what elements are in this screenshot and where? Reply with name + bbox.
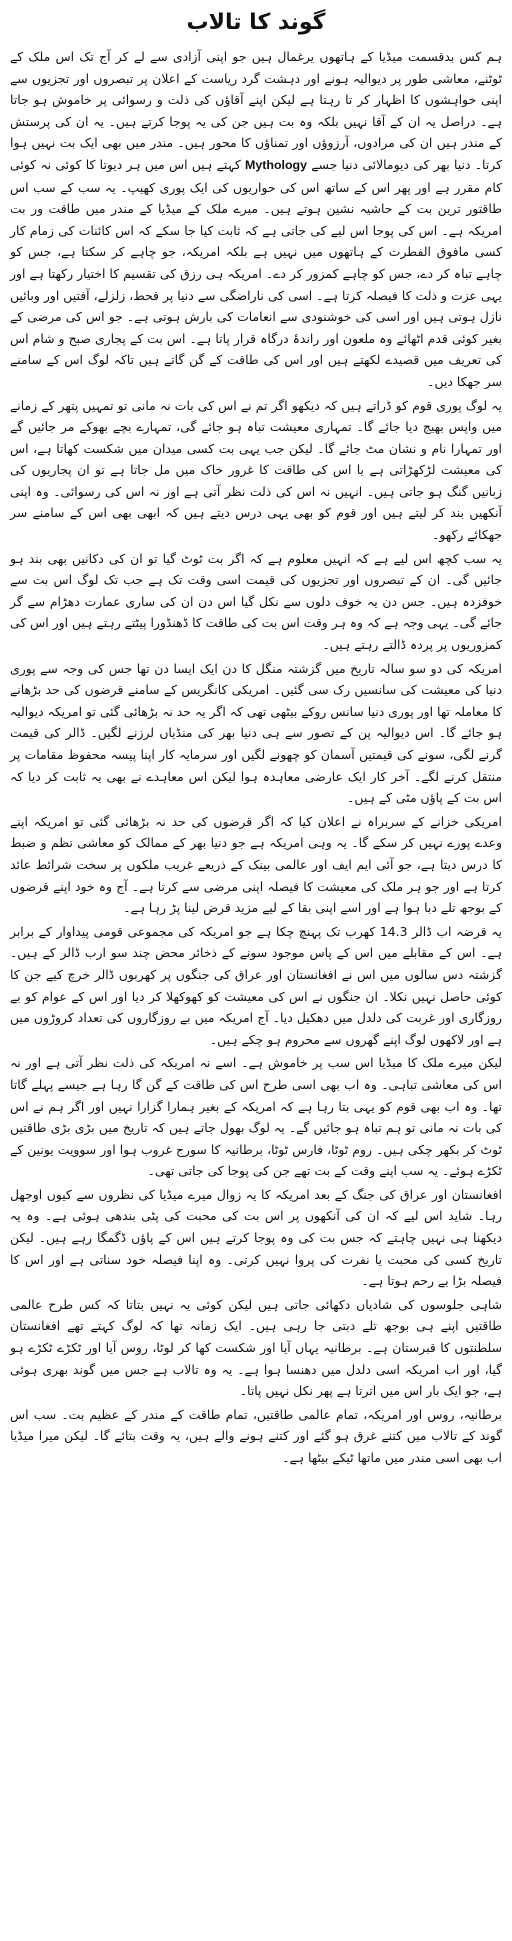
- article-title: گوند کا تالاب: [186, 10, 326, 35]
- article-paragraph-9: شاہی جلوسوں کی شادیاں دکھائی جاتی ہیں لیکن کوئی یہ نہیں بتاتا کہ کس طرح عالمی طاقتیں اپنے ہی بوجھ تلے دبتی جا رہی ہیں۔ ایک زمانہ تھا کہ لوگ کہتے تھے افغانستان سلطنتوں کا قبرستان ہے۔ برطانیہ یہاں آیا اور شکست کھا کر لوٹا، روس آیا اور ٹکڑے ٹکڑے ہو گیا، اور اب امریکہ اسی دلدل میں دھنسا ہوا ہے۔ یہ وہ تالاب ہے جس میں گوند بھری ہوئی ہے، جو ایک بار اس میں اترتا ہے پھر نکل نہیں پاتا۔: [10, 1296, 502, 1399]
- article-paragraph-4: امریکہ کی دو سو سالہ تاریخ میں گزشتہ منگل کا دن ایک ایسا دن تھا جس کی وجہ سے پوری دنیا کی معیشت کی سانسیں رک سی گئیں۔ امریکی کانگریس کے سامنے قرضوں کی حد بڑھانے کا معاملہ تھا اور پوری دنیا سانس روکے بیٹھی تھی کہ اگر یہ حد نہ بڑھائی گئی تو امریکہ دیوالیہ ہو جائے گا۔ اس دیوالیہ پن کے تصور سے ہی دنیا بھر کی منڈیاں لرزنے لگیں۔ ڈالر کی قیمت گرنے لگی، سونے کی قیمتیں آسمان کو چھونے لگیں اور سرمایہ کار اپنا پیسہ محفوظ مقامات پر منتقل کرنے لگے۔ آخر کار ایک عارضی معاہدہ ہوا لیکن اس معاہدے نے بھی یہ ثابت کر دیا کہ اس بت کے پاؤں مٹی کے ہیں۔: [10, 660, 502, 806]
- paragraph-text: ہم کس بدقسمت میڈیا کے ہاتھوں یرغمال ہیں جو اپنی آزادی سے لے کر آج تک اس ملک کے ٹوٹنے، معاشی طور پر دیوالیہ ہونے اور دہشت گرد ریاست کے اعلان پر تبصروں اور تجزیوں سے اپنی خواہشوں کا اظہار کر تا رہتا ہے لیکن اپنے آقاؤں کی ذلت و رسوائی پر خاموش ہو جاتا ہے۔ دراصل یہ ان کے آقا نہیں بلکہ وہ بت ہیں جن کی یہ پوجا کرتے ہیں۔ یہ ان کی پرستش کے مندر ہیں ان کی مرادوں، آرزوؤں اور تمناؤں کا محور ہیں۔ مندر میں بھی ایک بت نہیں ہوا کرتا۔ دنیا بھر کی دیومالائی دنیا جسے: [10, 49, 502, 172]
- article-paragraph-6: یہ قرضہ اب ڈالر 14.3 کھرب تک پہنچ چکا ہے جو امریکہ کی مجموعی قومی پیداوار کے برابر ہے۔ اس کے مقابلے میں اس کے پاس موجود سونے کے ذخائر محض چند سو ارب ڈالر کے ہیں۔ گزشتہ دس سالوں میں اس نے افغانستان اور عراق کی جنگوں پر کھربوں ڈالر خرچ کیے جن کا کوئی حاصل نہیں نکلا۔ ان جنگوں نے اس کی معیشت کو کھوکھلا کر دیا اور اس کے عوام کو بے روزگاری اور غربت کی دلدل میں دھکیل دیا۔ آج امریکہ میں بے روزگاروں کی تعداد کروڑوں میں ہے اور لاکھوں لوگ اپنے گھروں سے محروم ہو چکے ہیں۔: [10, 923, 502, 1047]
- paragraph-text: کہتے ہیں اس میں ہر دیوتا کا کوئی نہ کوئی کام مقرر ہے اور پھر اس کے ساتھ اس کی حواریوں کی ایک پوری کھیپ۔ یہ سب کے سب اس طاقتور ترین بت کے حاشیہ نشین ہوتے ہیں۔ میرے ملک کے میڈیا کے مندر میں طاقت ور بت امریکہ ہے۔ اس کی پوجا اس لیے کی جاتی ہے کہ ثابت کیا جا سکے کہ اس کائنات کی زمام کار کسی مافوق الفطرت کے ہاتھوں میں نہیں ہے بلکہ امریکہ، جو چاہے کر سکتا ہے، جس کو چاہے تباہ کر دے، جس کو چاہے کمزور کر دے۔ امریکہ ہی رزق کی تقسیم کا اختیار رکھتا ہے اور یہی عزت و ذلت کا فیصلہ کرتا ہے۔ اسی کی ناراضگی سے دنیا پر قحط، زلزلے، آفتیں اور وبائیں نازل ہوتی ہیں اور اسی کی خوشنودی سے انعامات کی بارش ہوتی ہے۔ جو اس کی مرضی کے بغیر کوئی قدم اٹھائے وہ ملعون اور راندۂ درگاہ قرار پاتا ہے۔ اس بت کے پجاری صبح و شام اس کی تعریف میں قصیدے لکھتے ہیں اور اس کی طاقت کے گن گاتے ہیں تاکہ لوگ اس کے سامنے سر جھکا دیں۔: [10, 156, 502, 389]
- article-paragraph-1: [10, 46, 502, 393]
- article-paragraph-10: برطانیہ، روس اور امریکہ، تمام عالمی طاقتیں، تمام طاقت کے مندر کے عظیم بت۔ سب اس گوند کے تالاب میں کتنے غرق ہو گئے اور کتنے ہونے والے ہیں، یہ وقت بتائے گا۔ لیکن میرا میڈیا اب بھی اسی مندر میں ماتھا ٹیکے بیٹھا ہے۔: [10, 1406, 502, 1465]
- article-paragraph-7: لیکن میرے ملک کا میڈیا اس سب پر خاموش ہے۔ اسے نہ امریکہ کی ذلت نظر آتی ہے اور نہ اس کی معاشی تباہی۔ وہ اب بھی اسی طرح اس کی طاقت کے گن گا رہا ہے جیسے پہلے گاتا تھا۔ وہ اب بھی قوم کو یہی بتا رہا ہے کہ امریکہ کے بغیر ہمارا گزارا نہیں اور اگر ہم نے اس کی بات نہ مانی تو ہم تباہ ہو جائیں گے۔ یہ لوگ بھول جاتے ہیں کہ تاریخ میں بڑی بڑی طاقتیں ٹوٹ کر بکھر چکی ہیں۔ روم ٹوٹا، فارس ٹوٹا، برطانیہ کا سورج غروب ہوا اور سوویت یونین کے ٹکڑے ہوئے۔ یہ سب اپنے وقت کے بت تھے جن کی پوجا کی جاتی تھی۔: [10, 1055, 502, 1179]
- article-paragraph-8: افغانستان اور عراق کی جنگ کے بعد امریکہ کا یہ زوال میرے میڈیا کی نظروں سے کیوں اوجھل رہا۔ شاید اس لیے کہ ان کی آنکھوں پر اس بت کی محبت کی پٹی بندھی ہوئی ہے۔ وہ یہ دیکھنا ہی نہیں چاہتے کہ جس بت کی وہ پوجا کرتے ہیں اس کے پاؤں ڈگمگا رہے ہیں۔ لیکن تاریخ کسی کی محبت یا نفرت کی پروا نہیں کرتی۔ وہ اپنا فیصلہ خود سناتی ہے اور اس کا فیصلہ بڑا بے رحم ہوتا ہے۔: [10, 1186, 502, 1289]
- inline-english-term: Mythology: [245, 157, 307, 172]
- article-paragraph-2: یہ لوگ پوری قوم کو ڈراتے ہیں کہ دیکھو اگر تم نے اس کی بات نہ مانی تو تمہیں پتھر کے زمانے میں واپس بھیج دیا جائے گا۔ تمہاری معیشت تباہ ہو جائے گی، تمہارے بچے بھوکے مر جائیں گے اور تمہارا نام و نشان مٹ جائے گا۔ لیکن جب یہی بت کسی میدان میں شکست کھاتا ہے، اس کی معیشت لڑکھڑاتی ہے یا اس کی طاقت کا غرور خاک میں مل جاتا ہے تو ان پجاریوں کی زبانیں گنگ ہو جاتی ہیں۔ انہیں نہ اس کی ذلت نظر آتی ہے اور نہ اس کی رسوائی۔ وہ اپنی آنکھیں بند کر لیتے ہیں اور قوم کو بھی یہی درس دیتے ہیں کہ ابھی بھی اس کے سامنے سر جھکائے رکھو۔: [10, 397, 502, 543]
- article-paragraph-3: یہ سب کچھ اس لیے ہے کہ انہیں معلوم ہے کہ اگر بت ٹوٹ گیا تو ان کی دکانیں بھی بند ہو جائیں گی۔ ان کے تبصروں اور تجزیوں کی قیمت اسی وقت تک ہے جب تک لوگ اس بت سے خوفزدہ ہیں۔ جس دن یہ خوف دلوں سے نکل گیا اس دن ان کی ساری عمارت دھڑام سے گر جائے گی۔ یہی وجہ ہے کہ وہ ہر وقت اس بت کی طاقت کا ڈھنڈورا پیٹتے رہتے ہیں اور اس کی کمزوریوں پر پردہ ڈالتے رہتے ہیں۔: [10, 550, 502, 653]
- article-paragraph-5: امریکی خزانے کے سربراہ نے اعلان کیا کہ اگر قرضوں کی حد نہ بڑھائی گئی تو امریکہ اپنے وعدے پورے نہیں کر سکے گا۔ یہ وہی امریکہ ہے جو دنیا بھر کے ممالک کو معاشی نظم و ضبط کا درس دیتا ہے، جو آئی ایم ایف اور عالمی بینک کے ذریعے غریب ملکوں پر سخت شرائط عائد کرتا ہے اور جو ہر ملک کی معیشت کا فیصلہ اپنی مرضی سے کرتا ہے۔ آج وہ خود اپنے قرضوں کے بوجھ تلے دبا ہوا ہے اور اسے اپنی بقا کے لیے مزید قرض لینا پڑ رہا ہے۔: [10, 813, 502, 916]
